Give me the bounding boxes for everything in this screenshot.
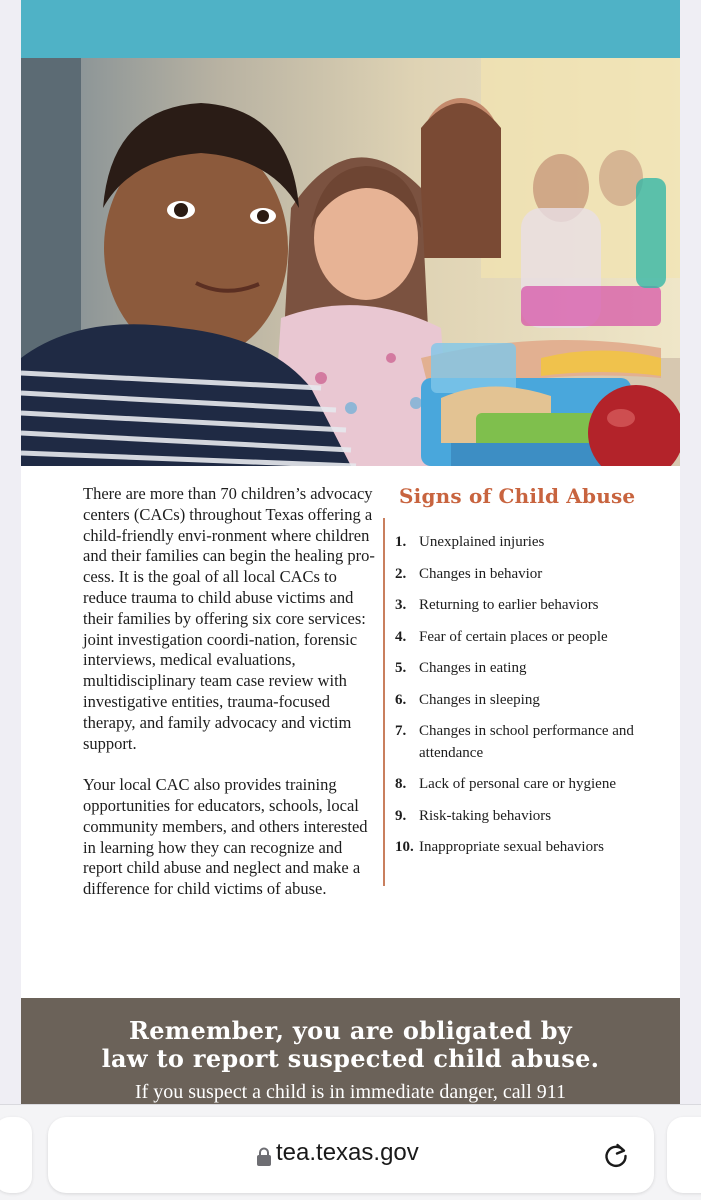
list-item: 9. Risk-taking behaviors	[395, 807, 552, 824]
reminder-heading	[21, 1017, 680, 1073]
reminder-line-2: law to report suspected child abuse.	[101, 1044, 600, 1073]
reload-icon[interactable]	[602, 1141, 630, 1169]
previous-tab-pill[interactable]	[0, 1117, 32, 1193]
list-item: 2. Changes in behavior	[395, 565, 543, 582]
children-lunch-illustration	[21, 58, 680, 466]
lock-icon	[256, 1147, 272, 1167]
address-bar[interactable]	[48, 1117, 654, 1193]
signs-of-abuse-panel	[383, 484, 673, 855]
hero-photo	[21, 58, 680, 466]
list-item: 3. Returning to earlier behaviors	[395, 597, 599, 613]
header-band	[21, 0, 680, 58]
list-item: 7. Changes in school performance and attendance	[395, 723, 634, 761]
list-item: 10. Inappropriate sexual behaviors	[395, 839, 604, 855]
list-item: 5. Changes in eating	[395, 660, 527, 676]
signs-title: Signs of Child Abuse	[399, 484, 636, 508]
reminder-line-1: Remember, you are obligated by	[128, 1016, 573, 1045]
page-content	[21, 0, 680, 1104]
next-tab-pill[interactable]	[667, 1117, 701, 1193]
list-item: 1. Unexplained injuries	[395, 534, 545, 550]
emergency-note: If you suspect a child is in immediate danger, call 911	[134, 1081, 567, 1103]
signs-list	[383, 518, 663, 886]
cac-paragraph-2: Your local CAC also provides training opportunities for educators, schools, local community members, and others interested in learning how they can recognize and report child abuse and neglect and make a difference for child victims of abuse.	[83, 775, 368, 899]
browser-toolbar	[0, 1104, 701, 1200]
reporting-reminder-band	[21, 998, 680, 1104]
list-item: 6. Changes in sleeping	[395, 691, 540, 708]
url-text: tea.texas.gov	[276, 1139, 419, 1166]
cac-paragraph-1: There are more than 70 children’s advocacy centers (CACs) throughout Texas offering a child-friendly envi-ronment where children and their families can begin the healing pro-cess. It is the goal of all local CACs to reduce trauma to child abuse victims and their families by offering six core services: joint investigation coordi-nation, forensic interviews, medical evaluations, multidisciplinary team case review with investigative entities, trauma-focused therapy, and family advocacy and victim support.	[83, 484, 375, 753]
cac-description	[83, 484, 383, 921]
list-item: 8. Lack of personal care or hygiene	[395, 776, 616, 792]
list-item: 4. Fear of certain places or people	[395, 628, 608, 645]
